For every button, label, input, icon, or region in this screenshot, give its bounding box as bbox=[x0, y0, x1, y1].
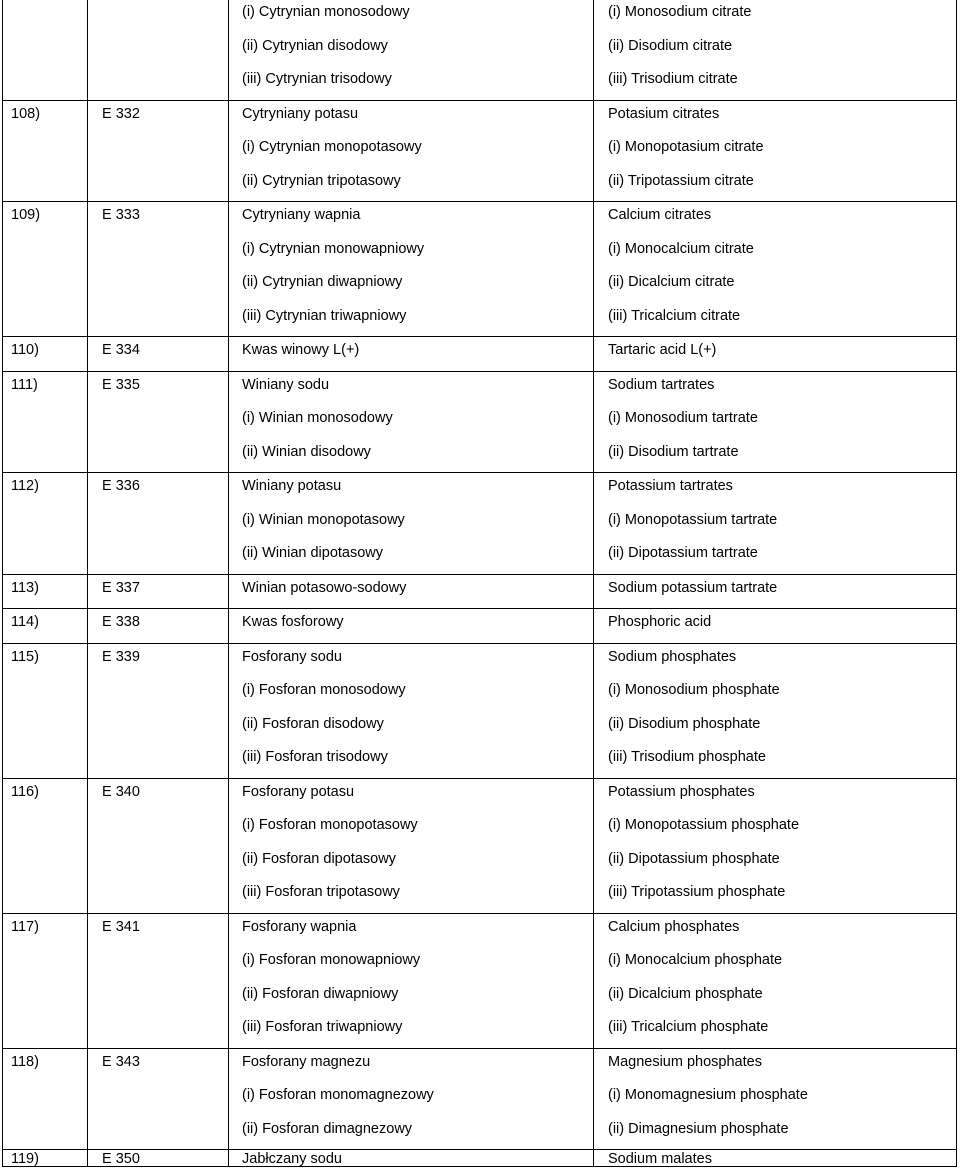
e-number-cell bbox=[88, 202, 229, 337]
polish-name-cell-text: Fosforany wapnia bbox=[242, 918, 357, 935]
polish-name-cell bbox=[229, 0, 594, 100]
english-name-cell-text: (iii) Tricalcium phosphate bbox=[608, 1019, 769, 1035]
english-name-cell bbox=[594, 0, 957, 100]
polish-name-cell-text: Winiany potasu bbox=[242, 478, 342, 494]
polish-name-cell bbox=[229, 574, 594, 609]
polish-name-cell-text: (ii) Cytrynian disodowy bbox=[242, 37, 388, 54]
entry-number-cell bbox=[3, 778, 88, 913]
entry-number-cell bbox=[3, 1150, 88, 1167]
polish-name-cell-text: (ii) Winian dipotasowy bbox=[242, 545, 384, 561]
entry-number-cell bbox=[3, 1048, 88, 1150]
entry-number-cell bbox=[3, 643, 88, 778]
english-name-cell-text: Sodium potassium tartrate bbox=[608, 579, 778, 596]
e-number-cell-text: E 333 bbox=[102, 207, 140, 223]
e-number-cell-text: E 341 bbox=[102, 918, 140, 935]
e-number-cell-text: E 338 bbox=[102, 614, 140, 630]
e-number-cell bbox=[88, 778, 229, 913]
entry-number-cell bbox=[3, 337, 88, 372]
english-name-cell-text: (i) Monomagnesium phosphate bbox=[608, 1087, 808, 1103]
polish-name-cell-text: (i) Cytrynian monopotasowy bbox=[242, 139, 422, 155]
table-row bbox=[3, 574, 957, 609]
english-name-cell-text: (ii) Dicalcium citrate bbox=[608, 274, 735, 290]
polish-name-cell-text: (ii) Cytrynian diwapniowy bbox=[242, 274, 403, 290]
english-name-cell-text: Potasium citrates bbox=[608, 105, 720, 122]
entry-number-cell bbox=[3, 0, 88, 100]
polish-name-cell-text: (iii) Fosforan triwapniowy bbox=[242, 1019, 403, 1035]
entry-number-cell-text: 110) bbox=[11, 342, 39, 358]
english-name-cell bbox=[594, 100, 957, 202]
polish-name-cell-text: Winian potasowo-sodowy bbox=[242, 579, 407, 596]
e-number-cell-text: E 339 bbox=[102, 648, 140, 665]
english-name-cell-text: (i) Monocalcium phosphate bbox=[608, 952, 783, 968]
polish-name-cell-text: (iii) Fosforan tripotasowy bbox=[242, 884, 400, 900]
entry-number-cell-text: 109) bbox=[11, 207, 41, 223]
polish-name-cell-text: (iii) Fosforan trisodowy bbox=[242, 749, 388, 765]
polish-name-cell-text: Kwas fosforowy bbox=[242, 614, 344, 630]
english-name-cell-text: (iii) Trisodium citrate bbox=[608, 71, 738, 87]
e-number-cell-text bbox=[88, 0, 228, 33]
english-name-cell-text: Calcium citrates bbox=[608, 207, 712, 223]
table-row bbox=[3, 1048, 957, 1150]
english-name-cell-text: (iii) Trisodium phosphate bbox=[608, 749, 766, 765]
table-row bbox=[3, 100, 957, 202]
e-number-cell-text: E 335 bbox=[102, 376, 140, 393]
english-name-cell-text: Sodium malates bbox=[608, 1151, 712, 1166]
english-name-cell bbox=[594, 609, 957, 644]
table-row bbox=[3, 473, 957, 575]
english-name-cell bbox=[594, 1048, 957, 1150]
polish-name-cell bbox=[229, 609, 594, 644]
entry-number-cell bbox=[3, 473, 88, 575]
entry-number-cell bbox=[3, 609, 88, 644]
entry-number-cell bbox=[3, 371, 88, 473]
english-name-cell-text: Potassium phosphates bbox=[608, 783, 755, 800]
english-name-cell-text: (i) Monopotassium tartrate bbox=[608, 511, 778, 528]
polish-name-cell-text: (iii) Cytrynian trisodowy bbox=[242, 71, 392, 87]
english-name-cell bbox=[594, 202, 957, 337]
english-name-cell-text: (i) Monosodium tartrate bbox=[608, 410, 758, 426]
english-name-cell-text: (i) Monocalcium citrate bbox=[608, 240, 754, 257]
entry-number-cell-text bbox=[3, 0, 87, 33]
table-row bbox=[3, 643, 957, 778]
english-name-cell-text: (ii) Dicalcium phosphate bbox=[608, 985, 763, 1002]
english-name-cell-text: (ii) Dipotassium phosphate bbox=[608, 850, 780, 867]
polish-name-cell-text: Cytryniany potasu bbox=[242, 105, 359, 122]
entry-number-cell bbox=[3, 100, 88, 202]
e-number-cell bbox=[88, 609, 229, 644]
english-name-cell bbox=[594, 337, 957, 372]
e-number-cell bbox=[88, 100, 229, 202]
polish-name-cell-text: (i) Fosforan monomagnezowy bbox=[242, 1087, 434, 1103]
polish-name-cell bbox=[229, 371, 594, 473]
polish-name-cell-text: (i) Fosforan monowapniowy bbox=[242, 952, 421, 968]
e-number-cell bbox=[88, 0, 229, 100]
e-number-cell bbox=[88, 1048, 229, 1150]
table-row bbox=[3, 0, 957, 100]
polish-name-cell-text: Cytryniany wapnia bbox=[242, 207, 361, 223]
e-number-cell bbox=[88, 473, 229, 575]
english-name-cell-text: (iii) Tricalcium citrate bbox=[608, 307, 741, 324]
polish-name-cell-text: (i) Fosforan monosodowy bbox=[242, 682, 406, 698]
english-name-cell-text: Calcium phosphates bbox=[608, 918, 740, 935]
english-name-cell bbox=[594, 371, 957, 473]
entry-number-cell-text: 113) bbox=[11, 579, 39, 596]
additives-table-body bbox=[3, 0, 957, 1167]
additives-table bbox=[2, 0, 957, 1167]
polish-name-cell-text: (iii) Cytrynian triwapniowy bbox=[242, 307, 407, 324]
e-number-cell-text: E 334 bbox=[102, 342, 140, 358]
english-name-cell-text: (ii) Dimagnesium phosphate bbox=[608, 1120, 789, 1137]
english-name-cell bbox=[594, 913, 957, 1048]
polish-name-cell-text: (ii) Fosforan diwapniowy bbox=[242, 985, 399, 1002]
entry-number-cell-text: 114) bbox=[11, 614, 39, 630]
polish-name-cell-text: (i) Winian monopotasowy bbox=[242, 511, 405, 528]
polish-name-cell bbox=[229, 473, 594, 575]
polish-name-cell-text: (i) Cytrynian monowapniowy bbox=[242, 240, 425, 257]
english-name-cell-text: Sodium tartrates bbox=[608, 376, 715, 393]
entry-number-cell bbox=[3, 913, 88, 1048]
english-name-cell-text: (ii) Disodium tartrate bbox=[608, 443, 739, 460]
english-name-cell-text: (i) Monopotassium phosphate bbox=[608, 817, 800, 833]
e-number-cell bbox=[88, 371, 229, 473]
polish-name-cell-text: Jabłczany sodu bbox=[242, 1151, 342, 1166]
table-row bbox=[3, 913, 957, 1048]
polish-name-cell-text: (i) Cytrynian monosodowy bbox=[242, 4, 410, 20]
table-row bbox=[3, 371, 957, 473]
polish-name-cell bbox=[229, 778, 594, 913]
e-number-cell bbox=[88, 574, 229, 609]
table-row bbox=[3, 609, 957, 644]
english-name-cell-text: (ii) Disodium citrate bbox=[608, 37, 733, 54]
english-name-cell bbox=[594, 473, 957, 575]
polish-name-cell-text: (ii) Winian disodowy bbox=[242, 443, 371, 460]
entry-number-cell-text: 115) bbox=[11, 648, 39, 665]
english-name-cell-text: Potassium tartrates bbox=[608, 478, 733, 494]
e-number-cell-text: E 340 bbox=[102, 783, 140, 800]
entry-number-cell-text: 112) bbox=[11, 478, 39, 494]
entry-number-cell-text: 111) bbox=[11, 376, 38, 393]
english-name-cell-text: (ii) Dipotassium tartrate bbox=[608, 545, 758, 561]
polish-name-cell-text: (i) Winian monosodowy bbox=[242, 410, 393, 426]
polish-name-cell-text: (ii) Cytrynian tripotasowy bbox=[242, 172, 401, 189]
polish-name-cell-text: (ii) Fosforan disodowy bbox=[242, 715, 384, 732]
polish-name-cell-text: Fosforany potasu bbox=[242, 783, 355, 800]
english-name-cell-text: (i) Monopotasium citrate bbox=[608, 139, 764, 155]
polish-name-cell bbox=[229, 1048, 594, 1150]
polish-name-cell-text: Winiany sodu bbox=[242, 376, 330, 393]
polish-name-cell bbox=[229, 202, 594, 337]
polish-name-cell-text: (ii) Fosforan dimagnezowy bbox=[242, 1120, 413, 1137]
english-name-cell bbox=[594, 643, 957, 778]
polish-name-cell-text: Fosforany sodu bbox=[242, 648, 342, 665]
english-name-cell-text: Phosphoric acid bbox=[608, 614, 712, 630]
english-name-cell bbox=[594, 1150, 957, 1167]
table-row bbox=[3, 1150, 957, 1167]
polish-name-cell bbox=[229, 643, 594, 778]
english-name-cell-text: (i) Monosodium phosphate bbox=[608, 682, 780, 698]
entry-number-cell bbox=[3, 574, 88, 609]
e-number-cell bbox=[88, 1150, 229, 1167]
entry-number-cell-text: 118) bbox=[11, 1053, 39, 1070]
polish-name-cell-text: Kwas winowy L(+) bbox=[242, 342, 360, 358]
polish-name-cell bbox=[229, 337, 594, 372]
english-name-cell-text: Magnesium phosphates bbox=[608, 1053, 762, 1070]
e-number-cell-text: E 337 bbox=[102, 579, 140, 596]
polish-name-cell-text: (ii) Fosforan dipotasowy bbox=[242, 850, 396, 867]
english-name-cell-text: (ii) Tripotassium citrate bbox=[608, 172, 754, 189]
e-number-cell-text: E 336 bbox=[102, 478, 140, 494]
polish-name-cell-text: (i) Fosforan monopotasowy bbox=[242, 817, 418, 833]
english-name-cell bbox=[594, 574, 957, 609]
polish-name-cell-text: Fosforany magnezu bbox=[242, 1053, 371, 1070]
e-number-cell bbox=[88, 913, 229, 1048]
polish-name-cell bbox=[229, 913, 594, 1048]
e-number-cell bbox=[88, 643, 229, 778]
english-name-cell-text: Tartaric acid L(+) bbox=[608, 342, 717, 358]
english-name-cell-text: Sodium phosphates bbox=[608, 648, 737, 665]
e-number-cell-text: E 343 bbox=[102, 1053, 140, 1070]
polish-name-cell bbox=[229, 1150, 594, 1167]
english-name-cell bbox=[594, 778, 957, 913]
entry-number-cell-text: 108) bbox=[11, 105, 41, 122]
entry-number-cell-text: 116) bbox=[11, 783, 39, 800]
english-name-cell-text: (ii) Disodium phosphate bbox=[608, 715, 761, 732]
table-row bbox=[3, 778, 957, 913]
english-name-cell-text: (iii) Tripotassium phosphate bbox=[608, 884, 786, 900]
entry-number-cell bbox=[3, 202, 88, 337]
table-row bbox=[3, 202, 957, 337]
entry-number-cell-text: 117) bbox=[11, 918, 39, 935]
table-row bbox=[3, 337, 957, 372]
e-number-cell-text: E 350 bbox=[102, 1151, 140, 1166]
e-number-cell-text: E 332 bbox=[102, 105, 140, 122]
polish-name-cell bbox=[229, 100, 594, 202]
e-number-cell bbox=[88, 337, 229, 372]
entry-number-cell-text: 119) bbox=[11, 1151, 39, 1166]
english-name-cell-text: (i) Monosodium citrate bbox=[608, 4, 752, 20]
